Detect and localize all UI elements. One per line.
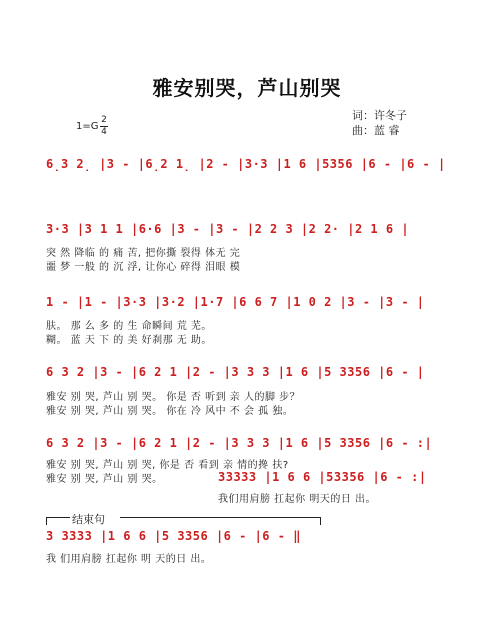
key-signature: 1=G — [76, 121, 99, 132]
time-signature-bottom: 4 — [101, 127, 107, 137]
bracket-right-line — [120, 517, 320, 518]
lyric-row-7: 我 们用肩膀 扛起你 明 天的日 出。 — [46, 554, 212, 565]
bracket-left-line — [46, 517, 70, 518]
lyricist-credit: 词：许冬子 — [352, 109, 407, 122]
notation-row-7: 3 3333 |1 6 6 |5 3356 |6 - |6 - ‖ — [46, 529, 301, 543]
lyric-row-5-verse-1: 雅安 别 哭, 芦山 别 哭, 你是 否 看到 亲 情的搀 扶? — [46, 460, 289, 471]
bracket-left-tick — [46, 517, 47, 525]
lyric-row-6: 我们用肩膀 扛起你 明天的日 出。 — [218, 494, 377, 505]
lyric-row-2-verse-2: 噩 梦 一般 的 沉 浮, 让你心 碎得 泪眼 模 — [46, 262, 241, 273]
notation-row-3: 1 - |1 - |3·3 |3·2 |1·7 |6 6 7 |1 0 2 |3 - |3 - | — [46, 295, 425, 309]
lyric-row-5-verse-2: 雅安 别 哭, 芦山 别 哭。 — [46, 474, 163, 485]
notation-row-6: 33333 |1 6 6 |53356 |6 - :| — [218, 470, 427, 484]
credits — [352, 108, 407, 138]
bracket-right-tick — [320, 517, 321, 525]
lyric-row-2-verse-1: 突 然 降临 的 痛 苦, 把你撕 裂得 体无 完 — [46, 248, 241, 259]
page-title: 雅安别哭，芦山别哭 — [152, 76, 342, 100]
notation-row-5: 6 3 2 |3 - |6 2 1 |2 - |3 3 3 |1 6 |5 3356 |6 - :| — [46, 436, 433, 450]
composer-credit: 曲：蓝 睿 — [352, 124, 400, 137]
lyric-row-3-verse-1: 肤。 那 么 多 的 生 命瞬间 荒 芜。 — [46, 321, 212, 332]
time-signature-top: 2 — [101, 115, 107, 125]
lyric-row-3-verse-2: 糊。 蓝 天 下 的 美 好刹那 无 助。 — [46, 335, 212, 346]
notation-row-1: 6̣3 2̣ |3 - |6̣2 1̣ |2 - |3·3 |1 6 |5356 |6 - |6 - | — [46, 157, 446, 171]
lyric-row-4-verse-1: 雅安 别 哭, 芦山 别 哭。 你是 否 听到 亲 人的脚 步？ — [46, 392, 301, 403]
lyric-row-4-verse-2: 雅安 别 哭, 芦山 别 哭。 你在 冷 风中 不 会 孤 独。 — [46, 406, 294, 417]
end-section-label: 结束句 — [72, 513, 105, 526]
time-signature — [100, 116, 108, 137]
notation-row-4: 6 3 2 |3 - |6 2 1 |2 - |3 3 3 |1 6 |5 3356 |6 - | — [46, 365, 425, 379]
notation-row-2: 3·3 |3 1 1 |6·6 |3 - |3 - |2 2 3 |2 2· |2 1 6 | — [46, 222, 410, 236]
